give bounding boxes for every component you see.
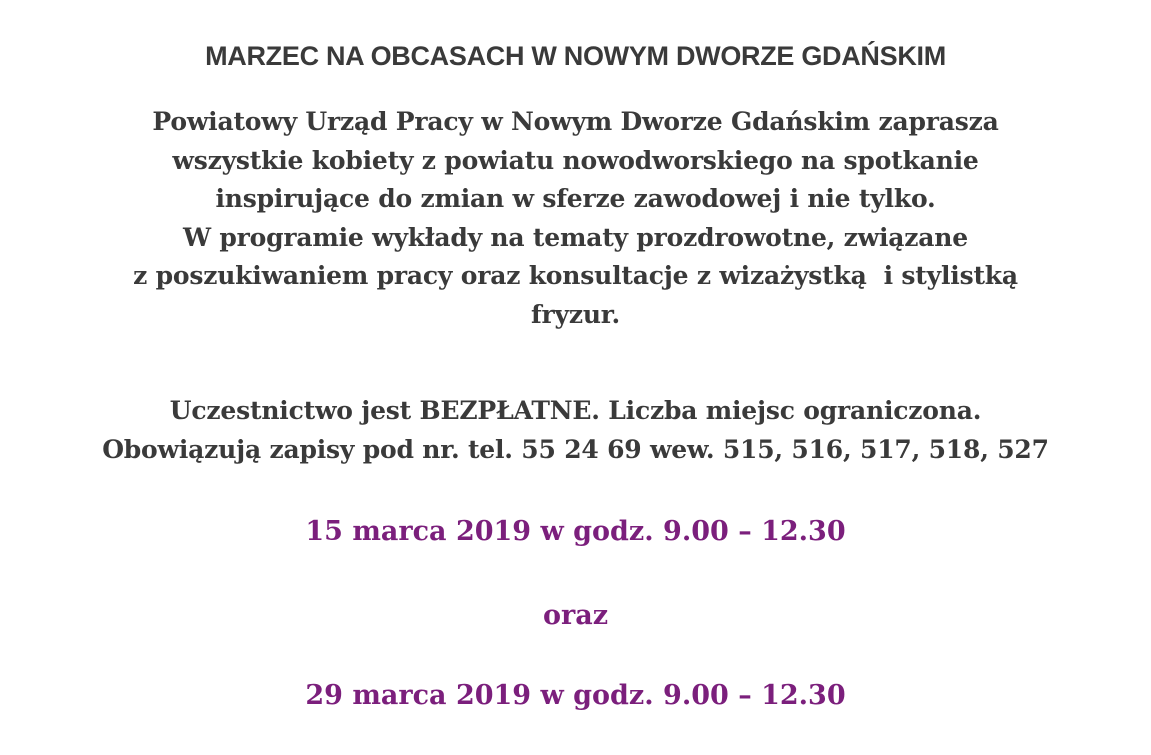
event-date-second: 29 marca 2019 w godz. 9.00 – 12.30 (305, 680, 846, 711)
intro-line: fryzur. (530, 299, 620, 329)
event-date-first: 15 marca 2019 w godz. 9.00 – 12.30 (305, 516, 846, 547)
registration-info (0, 391, 1151, 469)
intro-line: W programie wykłady na tematy prozdrowotne, związane (183, 222, 968, 252)
intro-line: inspirujące do zmian w sferze zawodowej i nie tylko. (215, 184, 936, 213)
date-connector: oraz (542, 600, 609, 631)
page-title: MARZEC NA OBCASACH W NOWYM DWORZE GDAŃSKIM (205, 41, 946, 71)
intro-line: wszystkie kobiety z powiatu nowodworskiego na spotkanie (172, 145, 979, 175)
intro-line: z poszukiwaniem pracy oraz konsultacje z wizażystką i stylistką (133, 261, 1018, 290)
info-line: Uczestnictwo jest BEZPŁATNE. Liczba miejsc ograniczona. (169, 396, 982, 425)
info-line: Obowiązują zapisy pod nr. tel. 55 24 69 wew. 515, 516, 517, 518, 527 (102, 435, 1049, 464)
intro-line: Powiatowy Urząd Pracy w Nowym Dworze Gdańskim zaprasza (152, 107, 999, 136)
intro-paragraph (0, 103, 1151, 334)
